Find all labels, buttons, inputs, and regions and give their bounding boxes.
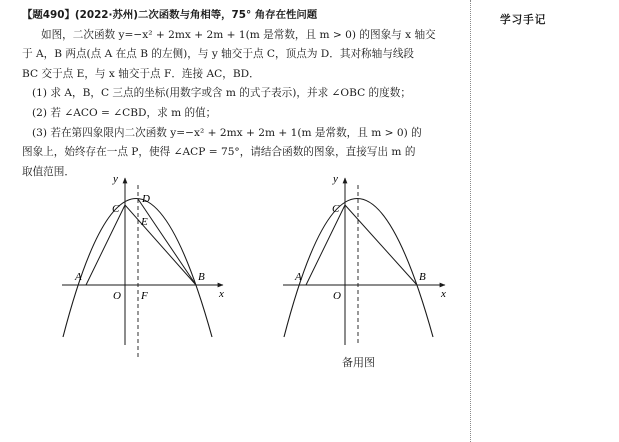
label-B: B: [198, 271, 205, 283]
question-3-cont: 图象上，始终存在一点 P，使得 ∠ACP = 75°，请结合函数的图象，直接写出 m 的: [22, 146, 416, 159]
label-B: B: [419, 271, 426, 283]
segment-CB: [345, 205, 417, 285]
problem-line-3: BC 交于点 E，与 x 轴交于点 F．连接 AC，BD．: [22, 67, 260, 80]
label-F: F: [141, 290, 148, 302]
question-2: (2) 若 ∠ACO = ∠CBD，求 m 的值；: [32, 106, 217, 119]
label-O: O: [333, 290, 341, 302]
problem-line-2: 于 A，B 两点(点 A 在点 B 的左侧)，与 y 轴交于点 C，顶点为 D．其对称轴与线段: [22, 48, 415, 61]
label-x: x: [441, 288, 446, 300]
label-x: x: [219, 288, 224, 300]
label-C: C: [332, 203, 340, 215]
segment-AC: [306, 205, 345, 285]
label-E: E: [141, 216, 148, 228]
notes-title: 学习手记: [500, 14, 547, 26]
figure-2-caption: 备用图: [342, 356, 375, 369]
label-D: D: [142, 193, 150, 205]
problem-line-1: 如图，二次函数 y=−x² + 2mx + 2m + 1(m 是常数，且 m > 0) 的图象与 x 轴交: [41, 28, 436, 41]
label-O: O: [113, 290, 121, 302]
label-y: y: [333, 173, 338, 185]
label-C: C: [112, 203, 120, 215]
question-3-end: 取值范围．: [22, 165, 75, 178]
problem-header: 【题490】(2022·苏州)二次函数与角相等，75° 角存在性问题: [22, 9, 318, 21]
label-A: A: [295, 271, 302, 283]
question-1: (1) 求 A，B，C 三点的坐标(用数字或含 m 的式子表示)，并求 ∠OBC 的度数；: [32, 87, 411, 100]
label-A: A: [75, 271, 82, 283]
question-3: (3) 若在第四象限内二次函数 y=−x² + 2mx + 2m + 1(m 是常数，且 m > 0) 的: [32, 126, 422, 139]
label-y: y: [113, 173, 118, 185]
